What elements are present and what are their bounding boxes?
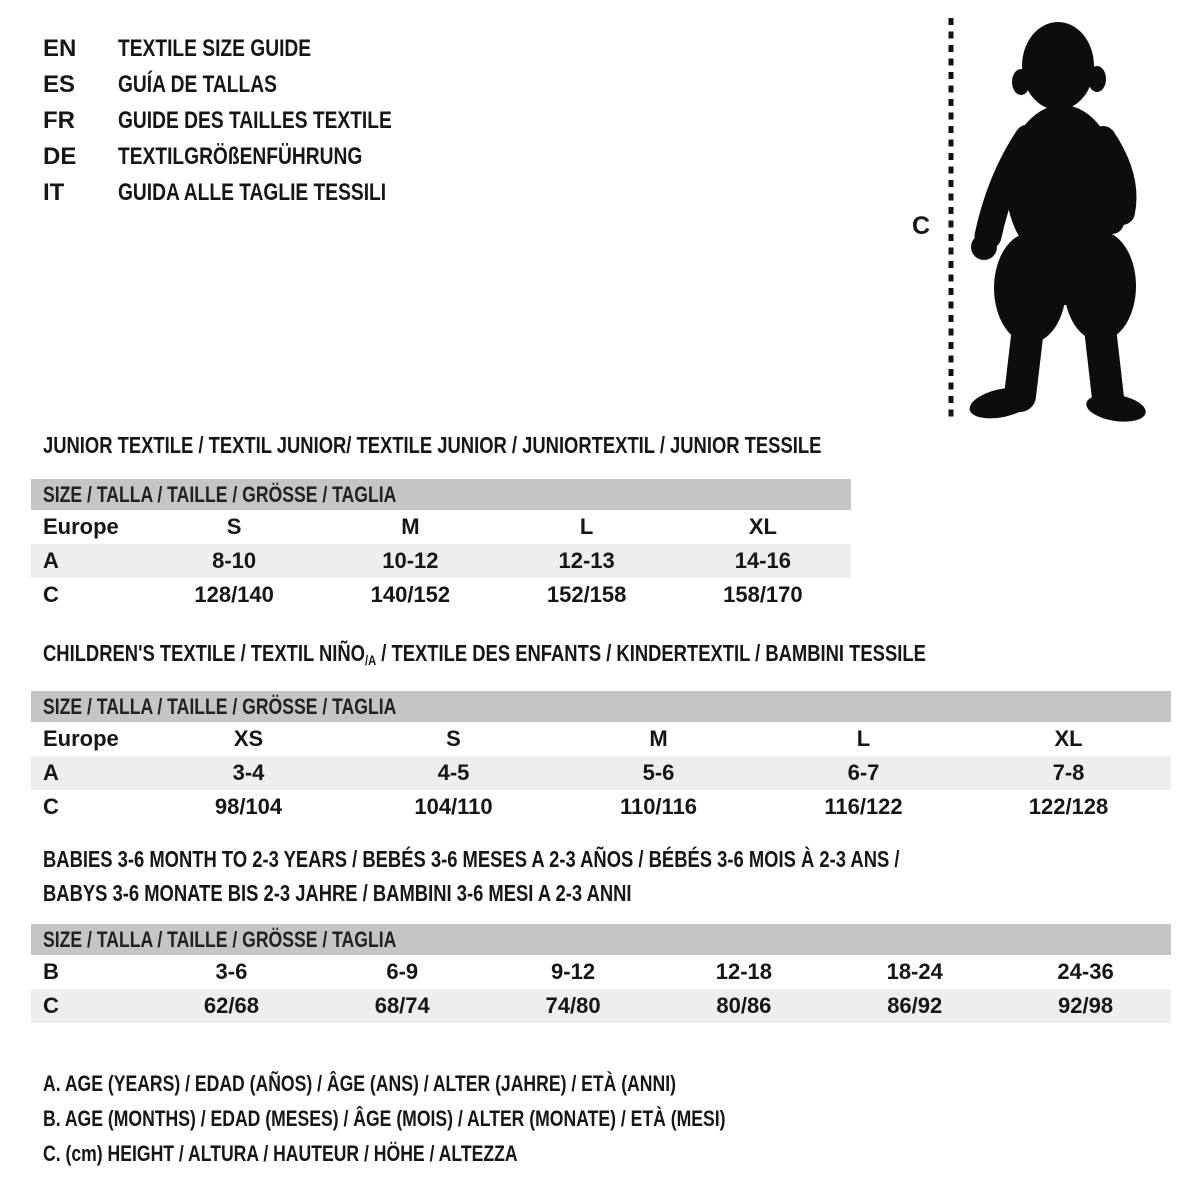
table-cell: 6-7: [847, 760, 880, 785]
children-section: [31, 640, 1171, 824]
table-cell: 12-13: [558, 548, 615, 573]
table-cell: Europe: [43, 726, 119, 751]
table-cell: 74/80: [545, 993, 601, 1018]
children-title-rest: / TEXTILE DES ENFANTS / KINDERTEXTIL / BAMBINI TESSILE: [376, 640, 926, 666]
language-title: GUÍA DE TALLAS: [118, 71, 277, 98]
table-cell: C: [43, 582, 59, 607]
table-cell: 80/86: [716, 993, 772, 1018]
table-cell: Europe: [43, 514, 119, 539]
language-row: [43, 175, 460, 211]
table-row: [31, 955, 1171, 989]
table-cell: 7-8: [1052, 760, 1085, 785]
table-cell: XL: [748, 514, 777, 539]
children-section-title: [43, 640, 926, 669]
language-code: EN: [43, 35, 77, 62]
table-cell: 116/122: [824, 794, 903, 819]
table-cell: 98/104: [214, 794, 283, 819]
table-cell: 86/92: [887, 993, 943, 1018]
table-cell: 104/110: [414, 794, 493, 819]
size-header-label: SIZE / TALLA / TAILLE / GRÖSSE / TAGLIA: [43, 482, 397, 507]
table-cell: L: [579, 514, 594, 539]
table-row: [31, 544, 851, 578]
table-row: [31, 578, 851, 612]
table-row: [31, 510, 851, 544]
babies-section: [31, 842, 1200, 1023]
junior-section-title: JUNIOR TEXTILE / TEXTIL JUNIOR/ TEXTILE JUNIOR / JUNIORTEXTIL / JUNIOR TESSILE: [43, 432, 822, 458]
junior-size-table: [31, 510, 851, 612]
language-code: ES: [43, 71, 76, 98]
table-cell: 62/68: [203, 993, 259, 1018]
table-cell: A: [43, 760, 59, 785]
table-cell: 8-10: [212, 548, 257, 573]
table-cell: C: [43, 993, 59, 1018]
children-size-table: [31, 722, 1171, 824]
legend-line-a: A. AGE (YEARS) / EDAD (AÑOS) / ÂGE (ANS) / ALTER (JAHRE) / ETÀ (ANNI): [43, 1071, 676, 1096]
language-row: [43, 139, 460, 175]
language-code: FR: [43, 107, 75, 134]
junior-size-header-bar: [31, 479, 851, 510]
babies-size-table: [31, 955, 1171, 1023]
table-row: [31, 989, 1171, 1023]
children-size-header-bar: [31, 691, 1171, 722]
table-cell: 14-16: [734, 548, 792, 573]
children-title-sub: /A: [364, 652, 377, 668]
size-header-label: SIZE / TALLA / TAILLE / GRÖSSE / TAGLIA: [43, 927, 397, 952]
toddler-figure: [900, 0, 1200, 440]
table-cell: 128/140: [194, 582, 274, 607]
babies-section-title-line2: BABYS 3-6 MONATE BIS 2-3 JAHRE / BAMBINI 3-6 MESI A 2-3 ANNI: [43, 880, 632, 906]
language-row: [43, 103, 460, 139]
table-cell: 92/98: [1058, 993, 1114, 1018]
language-title-list: [43, 31, 460, 211]
table-cell: L: [856, 726, 871, 751]
table-row: [31, 756, 1171, 790]
table-cell: S: [226, 514, 242, 539]
table-cell: 6-9: [386, 959, 419, 984]
table-cell: 12-18: [715, 959, 773, 984]
toddler-silhouette-image: [900, 0, 1200, 440]
height-label-c: C: [911, 212, 931, 240]
table-cell: 10-12: [382, 548, 439, 573]
table-cell: 3-4: [232, 760, 265, 785]
table-cell: 158/170: [723, 582, 803, 607]
language-code: DE: [43, 143, 77, 170]
table-cell: M: [401, 514, 420, 539]
table-cell: 18-24: [886, 959, 943, 984]
table-cell: 110/116: [619, 794, 698, 819]
language-code: IT: [43, 179, 65, 206]
table-cell: S: [446, 726, 461, 751]
language-row: [43, 31, 460, 67]
babies-size-header-bar: [31, 924, 1171, 955]
legend-line-b: B. AGE (MONTHS) / EDAD (MESES) / ÂGE (MOIS) / ALTER (MONATE) / ETÀ (MESI): [43, 1106, 726, 1131]
table-cell: 9-12: [551, 959, 596, 984]
table-cell: 3-6: [215, 959, 248, 984]
legend-line-c: C. (cm) HEIGHT / ALTURA / HAUTEUR / HÖHE / ALTEZZA: [43, 1141, 518, 1166]
table-cell: 4-5: [437, 760, 470, 785]
table-cell: 140/152: [370, 582, 451, 607]
legend: [43, 1066, 896, 1171]
language-title: GUIDE DES TAILLES TEXTILE: [118, 107, 392, 134]
table-cell: 5-6: [642, 760, 675, 785]
table-cell: A: [43, 548, 59, 573]
table-cell: 122/128: [1028, 794, 1109, 819]
table-cell: 24-36: [1057, 959, 1114, 984]
table-cell: XL: [1054, 726, 1083, 751]
table-cell: C: [43, 794, 59, 819]
language-title: GUIDA ALLE TAGLIE TESSILI: [118, 179, 387, 206]
table-cell: 152/158: [546, 582, 627, 607]
language-row: [43, 67, 460, 103]
table-cell: M: [649, 726, 668, 751]
table-cell: B: [43, 959, 59, 984]
language-title: TEXTILE SIZE GUIDE: [118, 35, 312, 62]
table-row: [31, 722, 1171, 756]
junior-section: [31, 432, 1016, 612]
children-title-main: CHILDREN'S TEXTILE / TEXTIL NIÑO: [43, 640, 365, 666]
table-cell: XS: [233, 726, 264, 751]
table-row: [31, 790, 1171, 824]
size-header-label: SIZE / TALLA / TAILLE / GRÖSSE / TAGLIA: [43, 694, 397, 719]
babies-section-title-line1: BABIES 3-6 MONTH TO 2-3 YEARS / BEBÉS 3-6 MESES A 2-3 AÑOS / BÉBÉS 3-6 MOIS À 2-3 ANS /: [43, 846, 900, 872]
table-cell: 68/74: [374, 993, 430, 1018]
language-title: TEXTILGRÖßENFÜHRUNG: [118, 143, 363, 170]
toddler-silhouette: [967, 22, 1148, 426]
